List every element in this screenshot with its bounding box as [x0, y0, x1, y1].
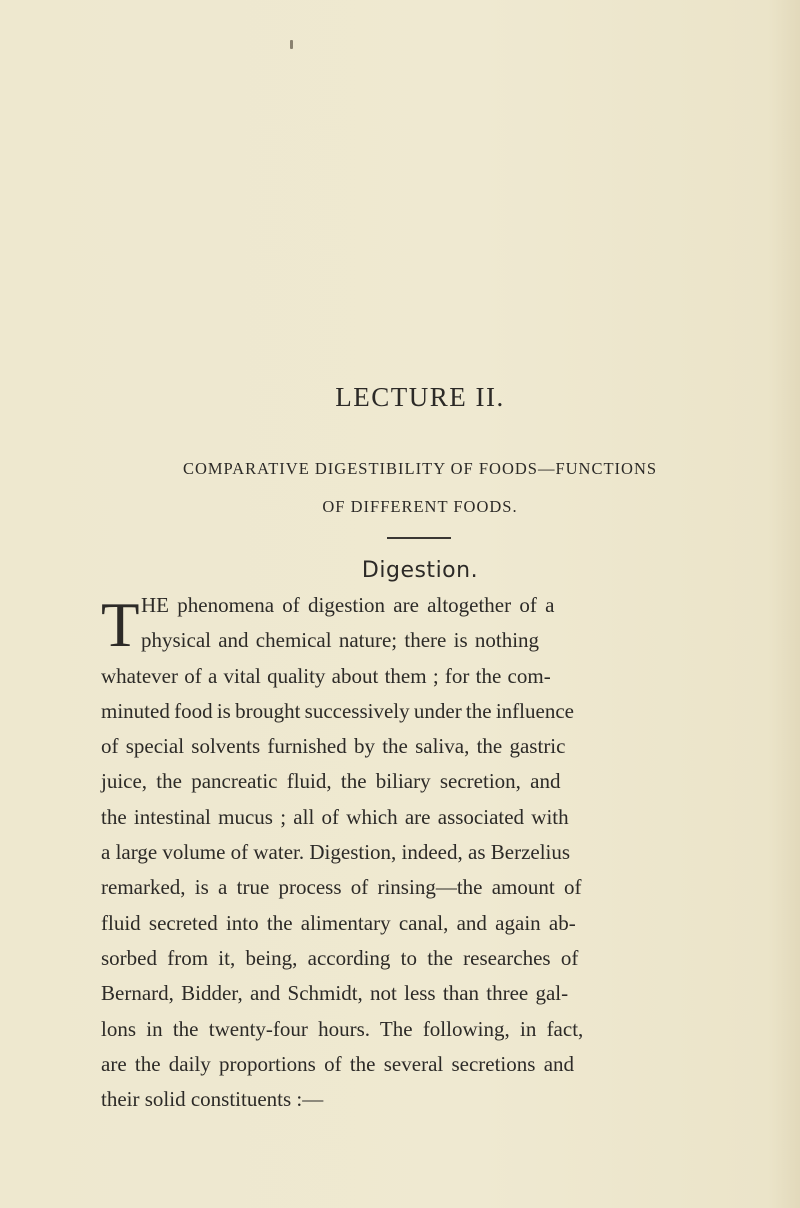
paragraph-line: are the daily proportions of the several secretions and — [101, 1051, 575, 1076]
paragraph-line: the intestinal mucus ; all of which are associated with — [101, 804, 569, 829]
paragraph-line: their solid constituents :— — [101, 1087, 324, 1112]
section-heading: Digestion. — [361, 558, 479, 583]
paragraph-line: sorbed from it, being, according to the researches of — [101, 945, 579, 970]
drop-cap: T — [101, 590, 140, 660]
paragraph-line: minuted food is brought successively under the influence — [101, 698, 574, 723]
paragraph-line: lons in the twenty-four hours. The following, in fact, — [101, 1016, 584, 1041]
paragraph-line: of special solvents furnished by the saliva, the gastric — [101, 734, 566, 759]
subtitle-line-2: OF DIFFERENT FOODS. — [322, 497, 518, 516]
paragraph-line: juice, the pancreatic fluid, the biliary secretion, and — [101, 769, 561, 794]
paragraph-line: remarked, is a true process of rinsing—the amount of — [101, 875, 582, 900]
paragraph-line: fluid secreted into the alimentary canal, and again ab- — [101, 910, 576, 935]
lecture-title: LECTURE II. — [335, 382, 505, 412]
lecture-subtitle — [0, 450, 800, 526]
subtitle-line-1: COMPARATIVE DIGESTIBILITY OF FOODS—FUNCTIONS — [182, 459, 658, 478]
section-divider — [387, 537, 451, 539]
paragraph-line: a large volume of water. Digestion, indeed, as Berzelius — [101, 840, 571, 865]
paragraph-line: Bernard, Bidder, and Schmidt, not less than three gal- — [101, 981, 569, 1006]
paragraph-line: whatever of a vital quality about them ; for the com- — [101, 663, 551, 688]
body-paragraph — [101, 588, 741, 1117]
paragraph-line: HE phenomena of digestion are altogether of a — [141, 593, 555, 617]
ink-mark — [290, 40, 293, 49]
paragraph-line: physical and chemical nature; there is nothing — [141, 628, 540, 653]
